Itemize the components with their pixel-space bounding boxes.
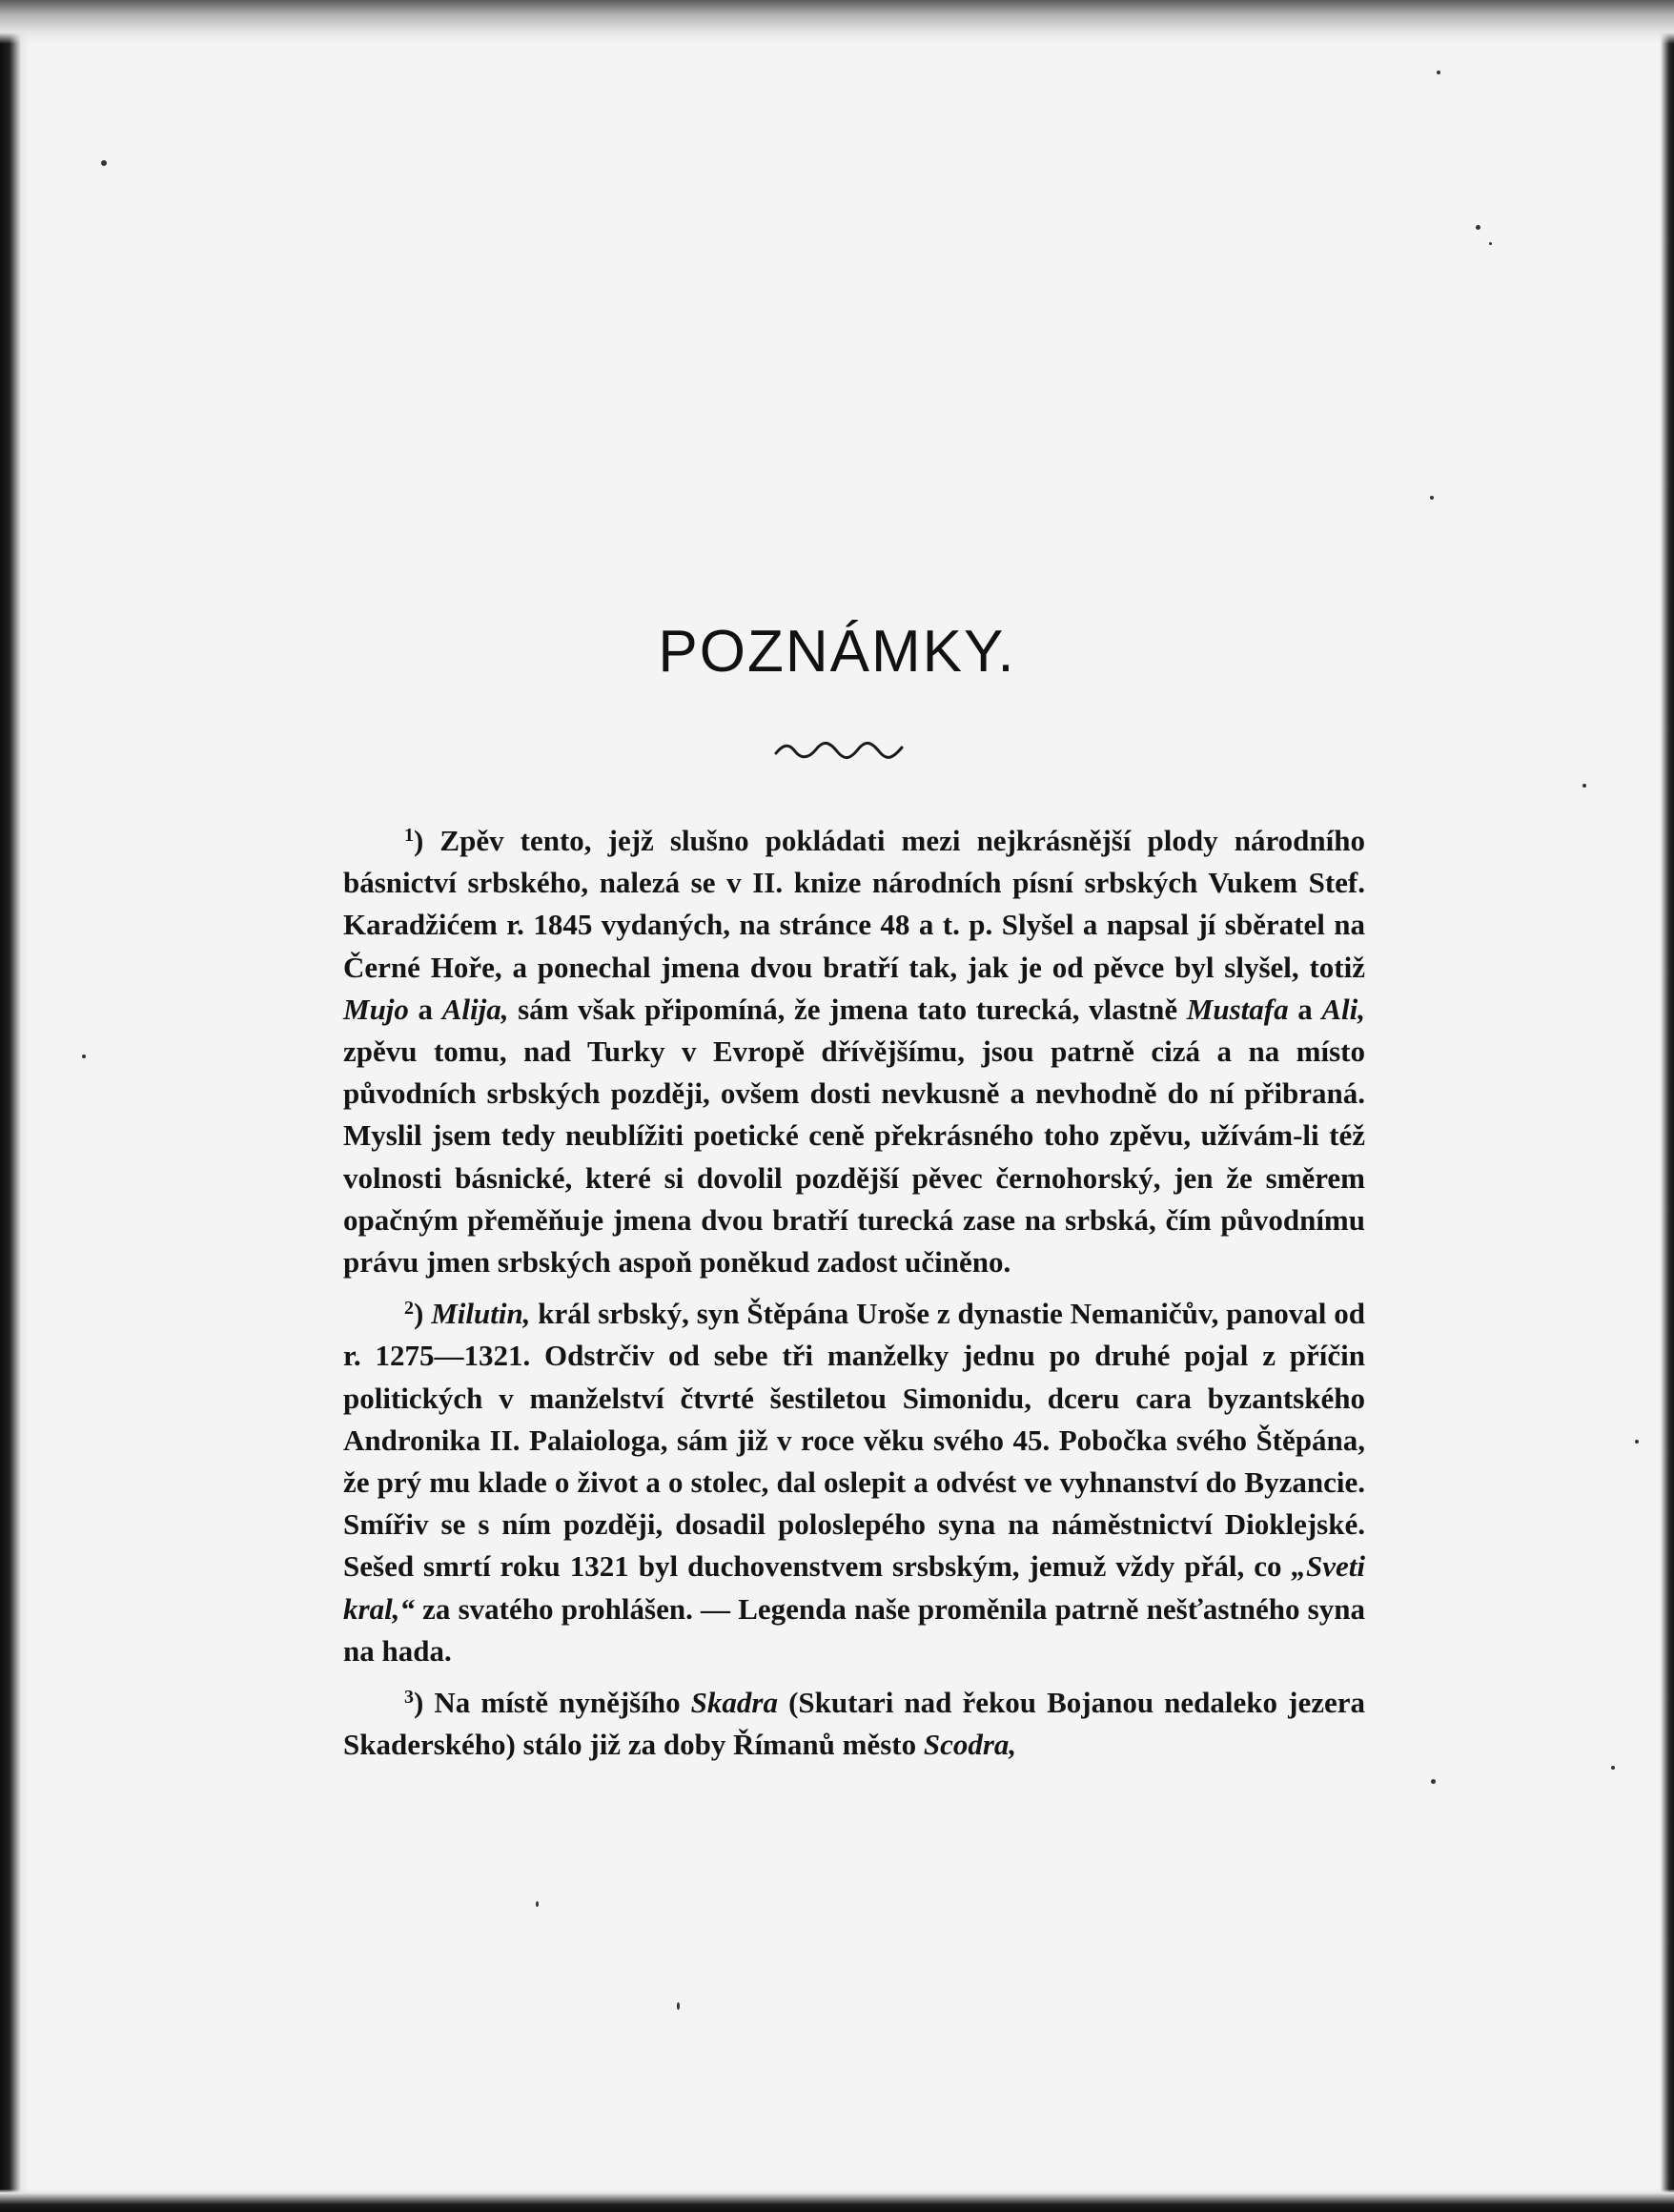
note-text: a <box>408 992 442 1026</box>
scan-speck <box>1635 1440 1639 1444</box>
scan-speck <box>101 160 107 166</box>
note-emphasis: Scodra, <box>923 1728 1017 1762</box>
scan-speck <box>677 2002 680 2010</box>
note-marker: 1 <box>404 825 414 846</box>
note-text: a <box>1288 992 1322 1026</box>
note-emphasis: Mustafa <box>1186 992 1289 1026</box>
page-edge-bottom <box>0 2189 1674 2212</box>
page-title: POZNÁMKY. <box>658 619 1016 685</box>
page-edge-left <box>0 0 29 2212</box>
note-marker-paren: ) <box>414 824 440 857</box>
note-text: (Skutari nad řekou Bojanou nedaleko jezera Skaderského) stálo již za doby Římanů město <box>343 1686 1365 1762</box>
scan-speck <box>1582 784 1586 788</box>
note-marker-paren: ) <box>414 1686 435 1720</box>
note-text: král srbský, syn Štěpána Uroše z dynastie Nemaničův, panoval od r. 1275—1321. Odstrčiv od sebe tři manželky jednu po druhé pojal z příčin politických v manželství čtvrté šestiletou Simonidu, dceru cara byzantského Andronika II. Palaiologa, sám již v roce věku svého 45. Pobočka svého Štěpána, že prý mu klade o život a o stolec, dal oslepit a odvést ve vyhnanství do Byzancie. Smířiv se s ním později, dosadil poloslepého syna na náměstnictví Dioklejské. Sešed smrtí roku 1321 byl duchovenstvem srsbským, jemuž vždy přál, co <box>343 1297 1365 1584</box>
scan-speck <box>82 1055 86 1058</box>
note-paragraph <box>343 1682 1365 1766</box>
scan-speck <box>1611 1766 1615 1770</box>
note-marker-paren: ) <box>414 1297 432 1331</box>
tilde-flourish-icon <box>774 740 908 763</box>
note-emphasis: „Sveti kral,“ <box>343 1549 1365 1626</box>
page-edge-top <box>0 0 1674 44</box>
notes-body <box>343 820 1365 1775</box>
note-text: sám však připomíná, že jmena tato turecká, vlastně <box>508 992 1187 1026</box>
scan-speck <box>1431 1779 1436 1784</box>
note-emphasis: Skadra <box>690 1686 778 1720</box>
note-emphasis: Ali, <box>1321 992 1366 1026</box>
note-text: za svatého prohlášen. — Legenda naše proměnila patrně nešťastného syna na hada. <box>343 1591 1365 1668</box>
note-marker: 2 <box>404 1298 414 1320</box>
note-text: Na místě nynějšího <box>434 1686 691 1720</box>
note-paragraph <box>343 1293 1365 1672</box>
scan-speck <box>1489 242 1492 245</box>
scan-speck <box>536 1901 539 1907</box>
scan-speck <box>1437 71 1440 74</box>
page-edge-right <box>1659 0 1674 2212</box>
note-text: Zpěv tento, jejž slušno pokládati mezi nejkrásnější plody národního básnictví srbského, nalezá se v II. knize národních písní srbských Vukem Stef. Karadžićem r. 1845 vydaných, na stránce 48 a t. p. Slyšel a napsal jí sběratel na Černé Hoře, a ponechal jmena dvou bratří tak, jak je od pěvce byl slyšel, totiž <box>343 824 1365 984</box>
note-emphasis: Mujo <box>343 992 409 1026</box>
note-emphasis: Milutin, <box>431 1297 531 1331</box>
scan-speck <box>1430 496 1434 500</box>
note-paragraph <box>343 820 1365 1283</box>
note-marker: 3 <box>404 1687 414 1709</box>
scan-speck <box>1476 225 1480 230</box>
note-emphasis: Alija, <box>441 992 509 1026</box>
note-text: zpěvu tomu, nad Turky v Evropě dřívějšímu, jsou patrně cizá a na místo původních srbských později, ovšem dosti nevkusně a nevhodně do ní přibraná. Myslil jsem tedy neublížiti poetické ceně překrásného toho zpěvu, užívám-li též volnosti básnické, které si dovolil pozdější pěvec černohorský, jen že směrem opačným přeměňuje jmena dvou bratří turecká zase na srbská, čím původnímu právu jmen srbských aspoň poněkud zadost učiněno. <box>343 1034 1365 1280</box>
